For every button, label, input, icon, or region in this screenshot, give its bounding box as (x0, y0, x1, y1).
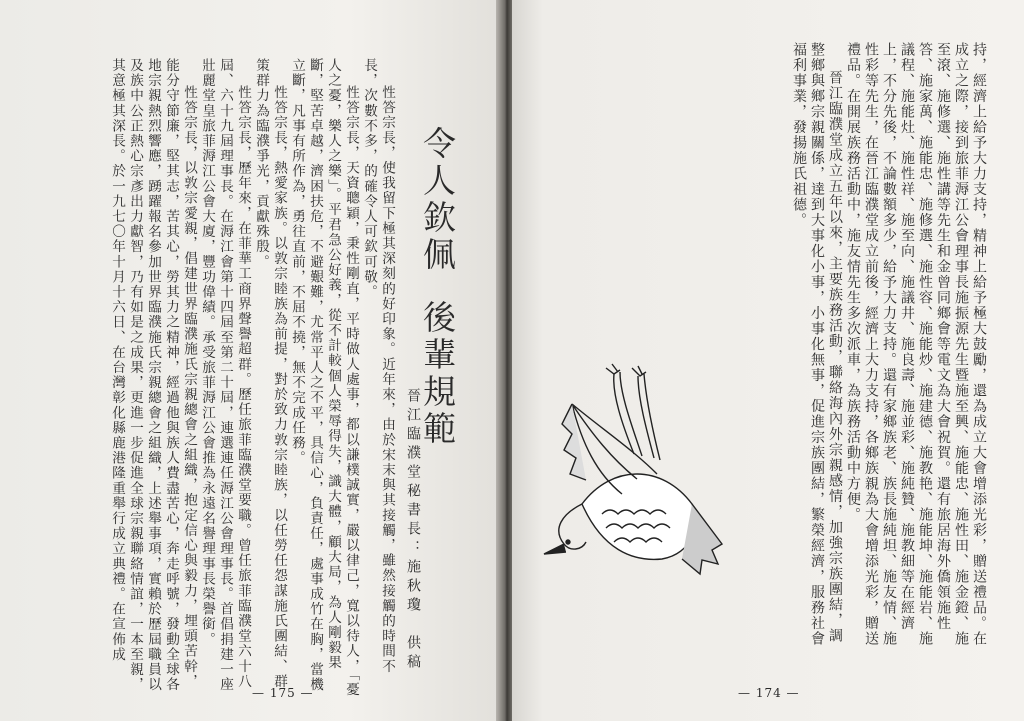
left-body-text (72, 58, 396, 698)
right-paragraph: 晉江臨濮堂成立五年以來，主要族務活動，聯絡海內外宗親感情，加強宗族團結，調整鄉與鄉宗親關係，達到大事化小事，小事化無事，促進宗族團結，繁榮經濟，服務社會福利事業，發揚施氏祖德。 (791, 42, 843, 647)
title-part-1: 令人欽佩 (418, 126, 457, 274)
right-body-text (753, 42, 988, 652)
article-title (418, 126, 456, 448)
left-paragraph: 性答宗長，熱愛家族。以敦宗睦族為前提，對於致力敦宗睦族，以任勞任怨謀施氏團結、群策群力為臨濮爭光，貢獻殊殷。 (253, 58, 287, 690)
right-paragraph: 持，經濟上給予大力支持，精神上給予極大鼓勵，還為成立大會增添光彩，贈送禮品。在成立之際，接到旅菲溽江公會理事長施振源先生暨施至興、施能忠、施性田、施金鐙、施至滾、施修選、施性講等先生和金曾同鄉會等電文為大會祝賀。還有旅居海外僑領施性答、施家萬、施能忠、施修選、施性容、施能炒、施建德、施教艳、施能坤、施能岩、施議程、施能灶、施性祥、施至向、施議井、施良壽、施並彩、施純贊、施教細等在經濟上，不分先後，不論數額多少，給予大力支持。還有家鄉族老、族長施純坦、施友情、施性彩等先生，在晉江臨濮堂成立前後，經濟上大力支持，各鄉族親為大會增添光彩，贈送禮品。在開展族務活動中，施友情先生多次派車，為族務活動中方便。 (845, 42, 987, 647)
left-paragraph: 性答宗長，以敦宗愛親，倡建世界臨濮施氏宗親總會之組織，抱定信心與毅力，埋頭苦幹，能分守節廉，堅其志，苦其心，勞其力之精神，經過他與族人費盡苦心，奔走呼號，發動全球各地宗親熱烈響應，踴躍報名參加世界臨濮施氏宗親總會之組織，上述舉事項，實賴於歷屆職員以及族中公正熱心宗彥出力獻智，乃有如是之成果，更進一步促進全球宗親聯絡情誼，一本至親，其意極其深長。於一九七〇年十月十六日、在台灣彰化縣鹿港隆重舉行成立典禮。在宣佈成 (109, 58, 197, 693)
page-number-right: — 174 — (738, 686, 800, 700)
left-paragraph: 性答宗長，天資聰穎，秉性剛直，平時做人處事，都以謙樸誠實，嚴以律己，寬以待人，「憂人之憂，樂人之樂」。平君急公好義，從不計較個人榮辱得失，識大體，顧大局，為人剛毅果斷，堅苦卓越，濟困扶危，不避艱難，尤常平人之不平，具信心，負責任，處事成竹在胸，當機立斷，凡事有所作為，勇往直前，不屈不撓，無不完成任務。 (289, 58, 359, 698)
crane-icon (542, 354, 728, 588)
left-paragraph: 性答宗長，歷年來，在菲華工商界聲譽超群。歷任旅菲臨濮堂要職。曾任旅菲臨濮堂六十八屆、六十九屆理事長。在溽江會第十四屆至第二十屆，連選連任溽江公會理事長。首倡捐建一座壯麗堂皇旅菲溽江公會大廈，豐功偉績。承受旅菲溽江公會推為永遠名譽理事長榮譽銜。 (199, 58, 251, 693)
left-paragraph: 性答宗長，使我留下極其深刻的好印象。近年來，由於宋末與其接觸，雖然接觸的時間不長，次數不多，的確令人可欽可敬。 (361, 58, 395, 675)
title-part-2: 後輩規範 (418, 300, 457, 448)
page-number-left: — 175 — (252, 686, 314, 700)
author-byline: 晉江臨濮堂秘書長：施秋瓊 供稿 (405, 388, 421, 673)
left-page (0, 0, 500, 721)
